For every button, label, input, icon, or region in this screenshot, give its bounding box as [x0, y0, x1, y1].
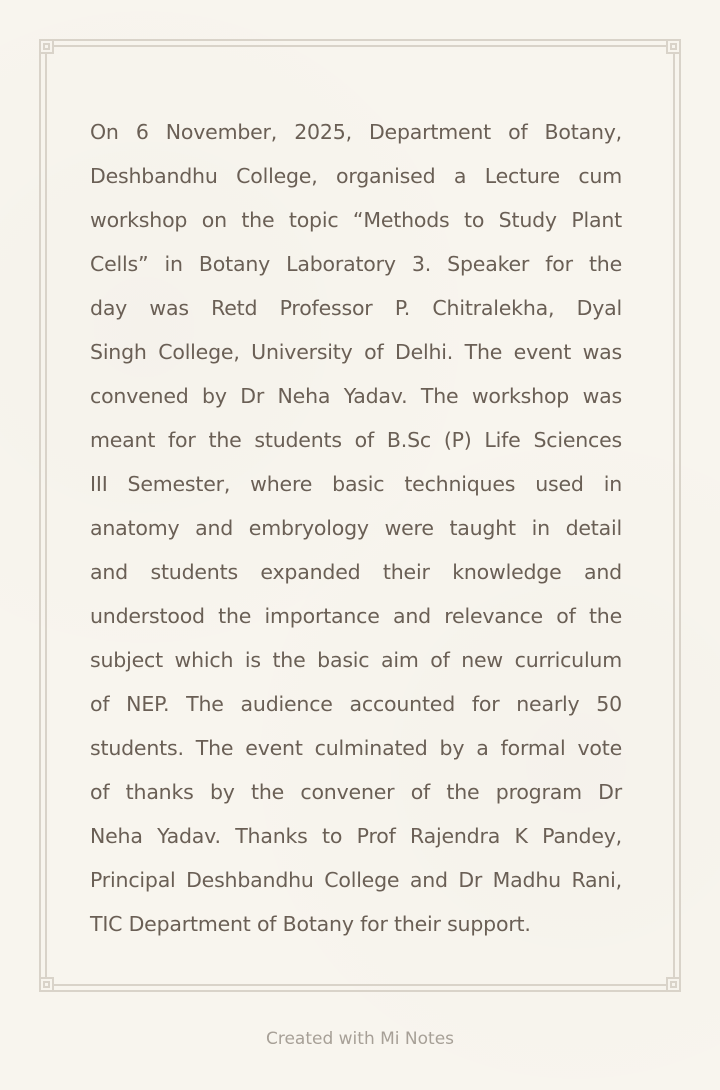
- note-line: subject which is the basic aim of new curriculum: [90, 648, 622, 672]
- note-line: day was Retd Professor P. Chitralekha, Dyal: [90, 296, 622, 320]
- note-body[interactable]: [90, 110, 622, 946]
- note-line: workshop on the topic “Methods to Study Plant: [90, 208, 622, 232]
- note-line: and students expanded their knowledge and: [90, 560, 622, 584]
- note-line: TIC Department of Botany for their support.: [90, 912, 531, 936]
- note-line: anatomy and embryology were taught in detail: [90, 516, 622, 540]
- note-line: Deshbandhu College, organised a Lecture cum: [90, 164, 622, 188]
- note-line: of thanks by the convener of the program Dr: [90, 780, 622, 804]
- note-line: Cells” in Botany Laboratory 3. Speaker for the: [90, 252, 622, 276]
- note-line: Principal Deshbandhu College and Dr Madhu Rani,: [90, 868, 622, 892]
- note-line: On 6 November, 2025, Department of Botany,: [90, 120, 622, 144]
- note-line: understood the importance and relevance of the: [90, 604, 622, 628]
- note-line: III Semester, where basic techniques used in: [90, 472, 622, 496]
- note-line: convened by Dr Neha Yadav. The workshop was: [90, 384, 622, 408]
- note-line: Neha Yadav. Thanks to Prof Rajendra K Pandey,: [90, 824, 622, 848]
- note-line: meant for the students of B.Sc (P) Life Sciences: [90, 428, 622, 452]
- note-line: Singh College, University of Delhi. The event was: [90, 340, 622, 364]
- created-with-footer: Created with Mi Notes: [265, 1029, 455, 1049]
- note-line: of NEP. The audience accounted for nearly 50: [90, 692, 622, 716]
- note-line: students. The event culminated by a formal vote: [90, 736, 622, 760]
